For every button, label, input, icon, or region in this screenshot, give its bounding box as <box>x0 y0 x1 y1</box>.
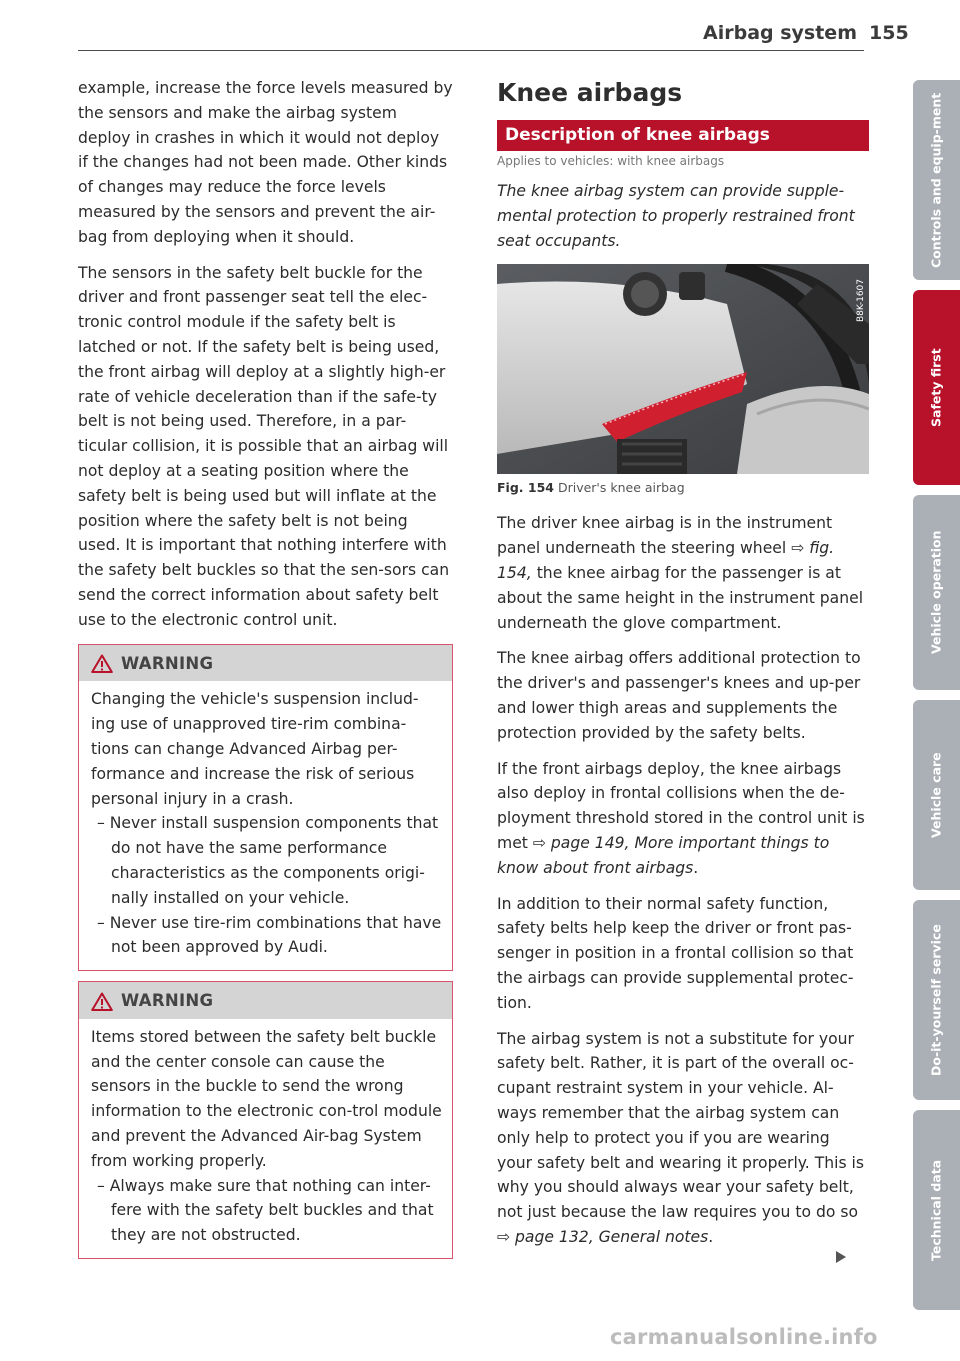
side-tab-label: Controls and equip-ment <box>928 92 944 268</box>
warning-triangle-icon <box>91 654 113 673</box>
figure-caption <box>497 481 869 495</box>
text-run: The driver knee airbag is in the instrument panel underneath the steering wheel <box>497 514 833 558</box>
side-tab-label: Do-it-yourself service <box>928 924 944 1076</box>
intro-text: The knee airbag system can provide supple-mental protection to properly restrained front seat occupants. <box>497 182 855 250</box>
warning-title: WARNING <box>121 653 214 673</box>
side-tab-vehicle-operation[interactable] <box>913 495 960 690</box>
text-run: If the front airbags deploy, the knee airbags also deploy in frontal collisions when the de-ployment threshold stored in the control unit is met <box>497 759 865 852</box>
body-paragraph <box>497 1027 869 1250</box>
knee-airbag-illustration <box>497 264 869 474</box>
figure-reference-link[interactable]: ⇨ fig. 154, <box>497 539 835 582</box>
knee-airbag-figure <box>497 264 869 474</box>
figure-caption-text: Driver's knee airbag <box>557 480 685 496</box>
applies-to-note: Applies to vehicles: with knee airbags <box>497 154 725 168</box>
warning-title: WARNING <box>121 991 214 1011</box>
text-run: . <box>693 858 699 877</box>
page-reference-link[interactable]: ⇨ page 149, More important things to know about front airbags <box>497 833 830 877</box>
body-paragraph: The sensors in the safety belt buckle for the driver and front passenger seat tell the elec-tronic control module if the safety belt is latched or not. If the safety belt is being used, the front airbag will deploy at a slightly high-er rate of vehicle deceleration than if the safe-ty belt is not being used. Therefore, in a par-ticular collision, it is possible that an airbag will not deploy at a seating position where the safety belt is being used but will inflate at the position where the safety belt is not being used. It is important that nothing interfere with the safety belt buckles so that the sen-sors can send the correct information about safety belt use to the electronic control unit. <box>78 263 450 629</box>
text-run: The airbag system is not a substitute for your safety belt. Rather, it is part of the overall oc-cupant restraint system in your vehicle. Al-ways remember that the airbag system can only help to protect you if you are wearing your safety belt and wearing it properly. This is why you should always wear your safety belt, not just because the law requires you to do so <box>497 1029 865 1222</box>
page-number: 155 <box>869 22 909 44</box>
body-paragraph <box>497 757 869 881</box>
header-rule <box>78 50 864 51</box>
text-run: . <box>708 1227 714 1246</box>
figure-code: B8K-1607 <box>856 279 866 323</box>
body-paragraph <box>497 511 869 635</box>
warning-text: Changing the vehicle's suspension includ-ing use of unapproved tire-rim combina-tions can change Advanced Airbag per-formance and increase the risk of serious personal injury in a crash. <box>91 690 419 808</box>
warning-triangle-icon <box>91 992 113 1011</box>
body-paragraph: example, increase the force levels measured by the sensors and make the airbag system deploy in crashes in which it would not deploy if the changes had not been made. Other kinds of changes may reduce the force levels measured by the sensors and prevent the air-bag from deploying when it should. <box>78 79 453 246</box>
side-tab-do-it-yourself[interactable] <box>913 900 960 1100</box>
figure-label: Fig. 154 <box>497 480 554 496</box>
page-reference-link[interactable]: ⇨ page 132, General notes <box>497 1227 709 1246</box>
warning-bullet: – Always make sure that nothing can inter-fere with the safety belt buckles and that they are not obstructed. <box>91 1174 442 1248</box>
side-tab-vehicle-care[interactable] <box>913 700 960 890</box>
side-tab-label: Safety first <box>928 348 944 427</box>
body-paragraph: In addition to their normal safety function, safety belts help keep the driver or front pas-senger in position in a frontal collision so that the airbags can provide supplemental protec-tion. <box>497 894 854 1012</box>
watermark: carmanualsonline.info <box>610 1325 878 1349</box>
chapter-heading: Knee airbags <box>497 78 683 107</box>
side-tab-label: Vehicle care <box>928 752 944 838</box>
section-title-bar: Description of knee airbags <box>497 120 869 151</box>
warning-bullet: – Never install suspension components that do not have the same performance characteristics as the components origi-nally installed on your vehicle. <box>91 811 442 910</box>
running-header-title: Airbag system <box>703 22 857 44</box>
right-column <box>497 76 869 1261</box>
warning-box <box>78 644 453 972</box>
body-paragraph: The knee airbag offers additional protection to the driver's and passenger's knees and up-per and lower thigh areas and supplements the protection provided by the safety belts. <box>497 649 861 742</box>
left-column <box>78 76 453 1269</box>
side-tab-controls[interactable] <box>913 80 960 280</box>
warning-text: Items stored between the safety belt buckle and the center console can cause the sensors in the buckle to send the wrong information to the electronic con-trol module and prevent the Advanced Air-bag System from working properly. <box>91 1027 442 1170</box>
side-tab-technical-data[interactable] <box>913 1110 960 1310</box>
text-run: the knee airbag for the passenger is at about the same height in the instrument panel underneath the glove compartment. <box>497 563 864 632</box>
side-tab-label: Vehicle operation <box>928 530 944 655</box>
warning-header <box>79 645 452 682</box>
warning-box <box>78 981 453 1259</box>
warning-bullet: – Never use tire-rim combinations that have not been approved by Audi. <box>91 911 442 961</box>
side-tab-safety-first[interactable] <box>913 290 960 485</box>
side-tab-label: Technical data <box>928 1159 944 1261</box>
continue-arrow-icon <box>836 1251 846 1263</box>
warning-header <box>79 982 452 1019</box>
